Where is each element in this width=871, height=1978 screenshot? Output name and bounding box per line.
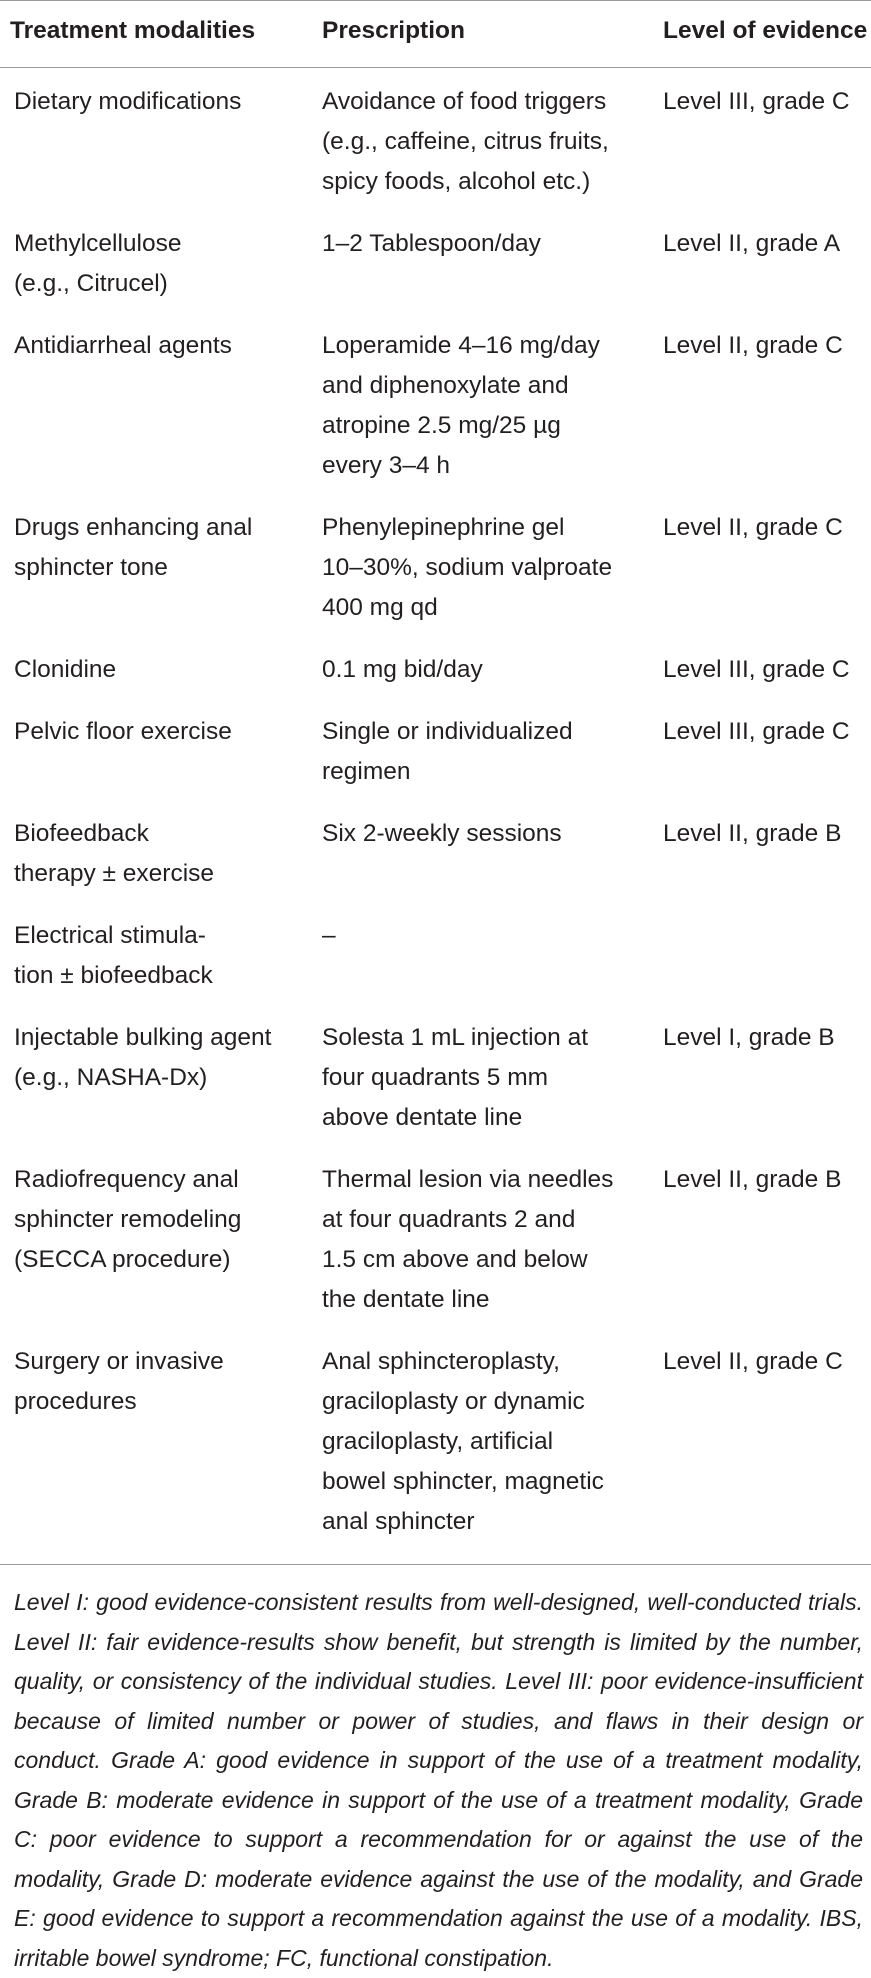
evidence-cell: Level III, grade C [650, 700, 871, 802]
table-row [0, 68, 871, 213]
prescription-cell: Thermal lesion via needles at four quadrants 2 and 1.5 cm above and below the dentate line [310, 1148, 650, 1330]
table-footer [0, 1565, 871, 1978]
evidence-cell: Level III, grade C [650, 638, 871, 700]
evidence-cell [650, 904, 871, 1006]
modality-cell: Clonidine [0, 638, 310, 700]
prescription-cell: Loperamide 4–16 mg/day and diphenoxylate and atropine 2.5 mg/25 µg every 3–4 h [310, 314, 650, 496]
evidence-cell: Level II, grade B [650, 802, 871, 904]
modality-cell: Pelvic floor exercise [0, 700, 310, 802]
table-row [0, 802, 871, 904]
table-row [0, 700, 871, 802]
table-body [0, 68, 871, 1565]
footnote-row [0, 1565, 871, 1978]
prescription-cell: Anal sphincteroplasty, graciloplasty or dynamic graciloplasty, artificial bowel sphincter, magnetic anal sphincter [310, 1330, 650, 1565]
prescription-cell: – [310, 904, 650, 1006]
modality-cell: Surgery or invasive procedures [0, 1330, 310, 1565]
evidence-cell: Level III, grade C [650, 68, 871, 213]
modality-cell: Radiofrequency anal sphincter remodeling (SECCA procedure) [0, 1148, 310, 1330]
prescription-cell: Single or individualized regimen [310, 700, 650, 802]
modality-cell: Biofeedback therapy ± exercise [0, 802, 310, 904]
header-row [0, 1, 871, 68]
modality-cell: Methylcellulose (e.g., Citrucel) [0, 212, 310, 314]
header-treatment-modalities: Treatment modalities [0, 1, 310, 68]
table-row [0, 1330, 871, 1565]
evidence-cell: Level II, grade C [650, 496, 871, 638]
prescription-cell: 0.1 mg bid/day [310, 638, 650, 700]
prescription-cell: Avoidance of food triggers (e.g., caffeine, citrus fruits, spicy foods, alcohol etc.) [310, 68, 650, 213]
prescription-cell: 1–2 Tablespoon/day [310, 212, 650, 314]
table-row [0, 496, 871, 638]
table-header [0, 1, 871, 68]
table-row [0, 314, 871, 496]
prescription-cell: Solesta 1 mL injection at four quadrants 5 mm above dentate line [310, 1006, 650, 1148]
prescription-cell: Six 2-weekly sessions [310, 802, 650, 904]
footnote-cell [0, 1565, 871, 1978]
table-footnote: Level I: good evidence-consistent results from well-designed, well-conducted trials. Level II: fair evidence-results show benefit, but strength is limited by the number, quality, or consistency of the individual studies. Level III: poor evidence-insufficient because of limited number or power of studies, and flaws in their design or conduct. Grade A: good evidence in support of the use of a treatment modality, Grade B: moderate evidence in support of the use of a treatment modality, Grade C: poor evidence to support a recommendation for or against the use of the modality, Grade D: moderate evidence against the use of the modality, and Grade E: good evidence to support a recommendation against the use of a modality. IBS, irritable bowel syndrome; FC, functional constipation. [14, 1583, 863, 1978]
table-row [0, 212, 871, 314]
header-level-of-evidence: Level of evidence [650, 1, 871, 68]
modality-cell: Dietary modifications [0, 68, 310, 213]
evidence-cell: Level II, grade C [650, 1330, 871, 1565]
evidence-cell: Level II, grade B [650, 1148, 871, 1330]
table-row [0, 1006, 871, 1148]
modality-cell: Drugs enhancing anal sphincter tone [0, 496, 310, 638]
modality-cell: Antidiarrheal agents [0, 314, 310, 496]
table-row [0, 1148, 871, 1330]
evidence-cell: Level I, grade B [650, 1006, 871, 1148]
table-row [0, 638, 871, 700]
modality-cell: Electrical stimula- tion ± biofeedback [0, 904, 310, 1006]
modality-cell: Injectable bulking agent (e.g., NASHA-Dx) [0, 1006, 310, 1148]
evidence-cell: Level II, grade C [650, 314, 871, 496]
prescription-cell: Phenylepinephrine gel 10–30%, sodium valproate 400 mg qd [310, 496, 650, 638]
header-prescription: Prescription [310, 1, 650, 68]
table-row [0, 904, 871, 1006]
evidence-cell: Level II, grade A [650, 212, 871, 314]
